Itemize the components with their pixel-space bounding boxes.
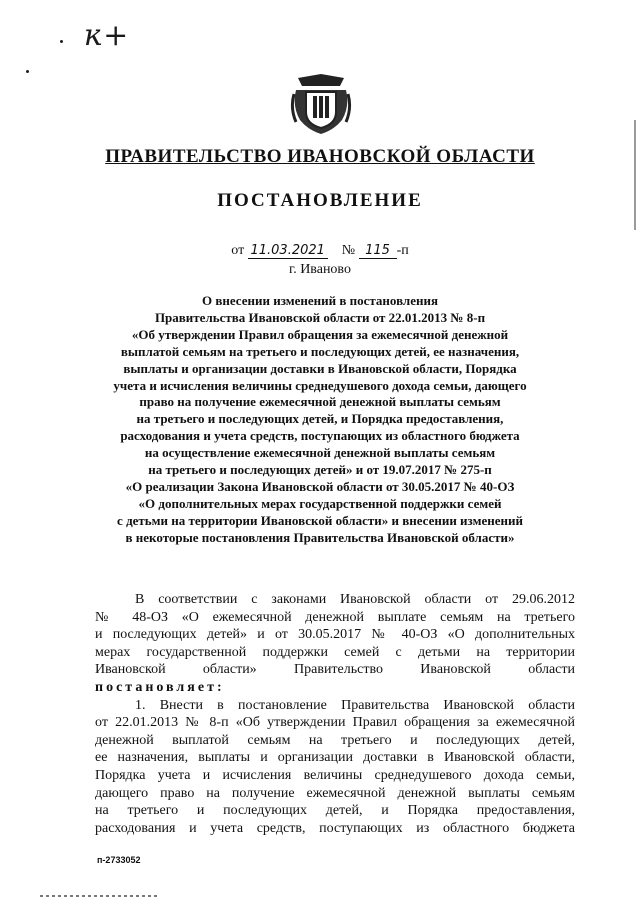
scan-noise — [40, 895, 160, 897]
subject-line: право на получение ежемесячной денежной выплаты семьям — [139, 394, 501, 410]
body-line: и последующих детей» и от 30.05.2017 № 40-ОЗ «О дополнительных — [95, 627, 575, 643]
body-line: дающего право на получение ежемесячной денежной выплаты семьям — [95, 785, 575, 801]
document-type: ПОСТАНОВЛЕНИЕ — [217, 190, 423, 211]
scan-edge-mark — [634, 120, 636, 230]
document-number: 115 — [359, 243, 397, 259]
city: г. Иваново — [289, 262, 351, 277]
number-suffix: -п — [396, 243, 409, 258]
subject-line: на третьего и последующих детей» и от 19.07.2017 № 275-п — [148, 462, 492, 478]
date-prefix: от — [231, 243, 245, 258]
body-line: Ивановской области» Правительство Ивановской области — [95, 662, 575, 678]
resolves-word: постановляет: — [95, 679, 225, 695]
subject-line: выплаты и организации доставки в Ивановской области, Порядка — [123, 360, 517, 376]
body-line: на третьего и последующих детей, и Порядка предоставления, — [95, 803, 575, 819]
coat-of-arms-icon — [290, 72, 352, 136]
organization-title: ПРАВИТЕЛЬСТВО ИВАНОВСКОЙ ОБЛАСТИ — [105, 146, 535, 167]
subject-line: на осуществление ежемесячной денежной выплаты семьям — [144, 445, 496, 461]
document-body — [95, 591, 575, 837]
document-code: п-2733052 — [97, 855, 141, 865]
subject-line: Правительства Ивановской области от 22.01.2013 № 8-п — [154, 309, 486, 325]
date-number-line — [0, 243, 640, 259]
subject-line: расходования и учета средств, поступающих из областного бюджета — [120, 428, 520, 444]
subject-line: выплатой семьям на третьего и последующих детей, ее назначения, — [120, 343, 520, 359]
subject-line: на третьего и последующих детей, и Порядка предоставления, — [136, 411, 504, 427]
subject-line: с детьми на территории Ивановской области» и внесении изменений — [117, 512, 523, 528]
body-line: расходования и учета средств, поступающих из областного бюджета — [95, 820, 575, 836]
subject-line: в некоторые постановления Правительства Ивановской области» — [125, 529, 515, 545]
body-line: мерах государственной поддержки семей с детьми на территории — [95, 644, 575, 660]
subject-line: учета и исчисления величины среднедушевого дохода семьи, дающего — [113, 377, 527, 393]
body-line: ее назначения, выплаты и организации доставки в Ивановской области, — [95, 750, 575, 766]
ink-dot — [60, 40, 63, 43]
body-line: денежной выплатой семьям на третьего и последующих детей, — [95, 732, 575, 748]
number-sign: № — [341, 243, 356, 258]
subject-line: «О реализации Закона Ивановской области от 30.05.2017 № 40-ОЗ — [125, 478, 515, 494]
body-line: 1. Внести в постановление Правительства Ивановской области — [135, 697, 575, 713]
body-line: от 22.01.2013 № 8-п «Об утверждении Правил обращения за ежемесячной — [95, 715, 575, 731]
subject-line: «О дополнительных мерах государственной поддержки семей — [138, 495, 502, 511]
body-line: Порядка учета и исчисления величины среднедушевого дохода семьи, — [95, 767, 575, 783]
document-date: 11.03.2021 — [248, 243, 328, 259]
ink-dot — [26, 70, 29, 73]
subject-line: О внесении изменений в постановления — [201, 293, 439, 308]
body-line: В соответствии с законами Ивановской области от 29.06.2012 — [135, 592, 575, 607]
document-subject — [60, 293, 580, 547]
handwritten-mark: ĸ+ — [84, 18, 130, 53]
body-line: № 48-ОЗ «О ежемесячной денежной выплате семьям на третьего — [95, 609, 575, 625]
subject-line: «Об утверждении Правил обращения за ежемесячной денежной — [131, 326, 509, 342]
